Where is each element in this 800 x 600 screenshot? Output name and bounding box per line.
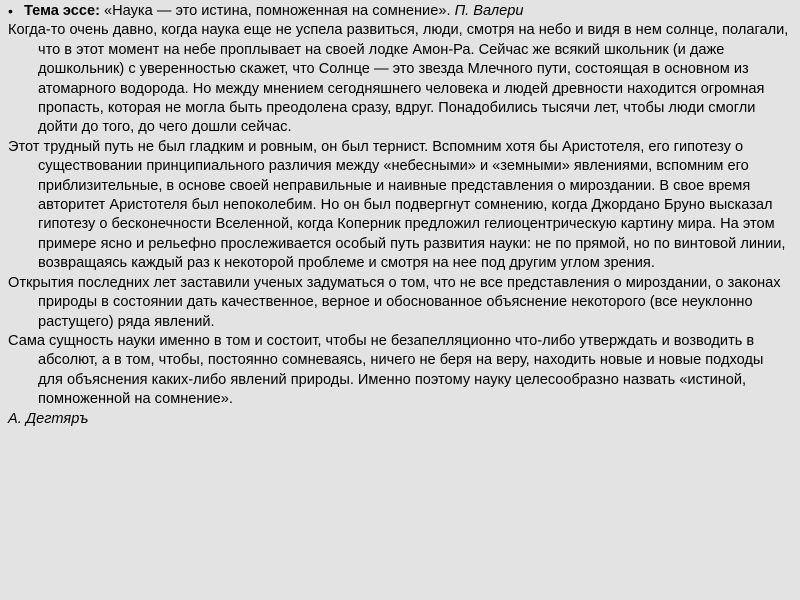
- topic-quote: «Наука — это истина, помноженная на сомнение».: [104, 3, 451, 19]
- quote-author: П. Валери: [454, 3, 524, 19]
- paragraph-4: Сама сущность науки именно в том и состоит, чтобы не безапелляционно что-либо утверждать и возводить в абсолют, а в том, чтобы, постоянно сомневаясь, ничего не беря на веру, находить новые и новые подходы для объяснения каких-либо явлений природы. Именно поэтому науку целесообразно назвать «истиной, помноженной на сомнение».: [8, 332, 764, 408]
- paragraph-1: Когда-то очень давно, когда наука еще не успела развиться, люди, смотря на небо и видя в нем солнце, полагали, что в этот момент на небе проплывает на своей лодке Амон-Ра. Сейчас же всякий школьник (и даже дошкольник) с уверенностью скажет, что Солнце — это звезда Млечного пути, состоящая в основном из атомарного водорода. Но между мнением сегодняшнего человека и людей древности находится огромная пропасть, которая не могла быть преодолена сразу, вдруг. Понадобились тысячи лет, чтобы люди смогли дойти до того, до чего дошли сейчас.: [8, 22, 789, 136]
- topic-label: Тема эссе:: [24, 3, 100, 19]
- essay-header: [8, 2, 792, 21]
- bullet-icon: •: [8, 3, 13, 19]
- signature: А. Дегтяръ: [8, 410, 89, 427]
- paragraph-2: Этот трудный путь не был гладким и ровным, он был тернист. Вспомним хотя бы Аристотеля, его гипотезу о существовании принципиального различия между «небесными» и «земными» явлениями, вспомним его приблизительные, в основе своей неправильные и наивные представления о мироздании. В свое время авторитет Аристотеля был непоколебим. Но он был подвергнут сомнению, когда Джордано Бруно высказал гипотезу о бесконечности Вселенной, когда Коперник предложил гелиоцентрическую картину мира. На этом примере ясно и рельефно прослеживается особый путь развития науки: не по прямой, но по винтовой линии, возвращаясь каждый раз к некоторой проблеме и смотря на нее под другим углом зрения.: [8, 138, 786, 272]
- paragraph-3: Открытия последних лет заставили ученых задуматься о том, что не все представления о мироздании, о законах природы в состоянии дать качественное, верное и обоснованное объяснение некоторого (все неуклонно растущего) ряда явлений.: [8, 274, 781, 330]
